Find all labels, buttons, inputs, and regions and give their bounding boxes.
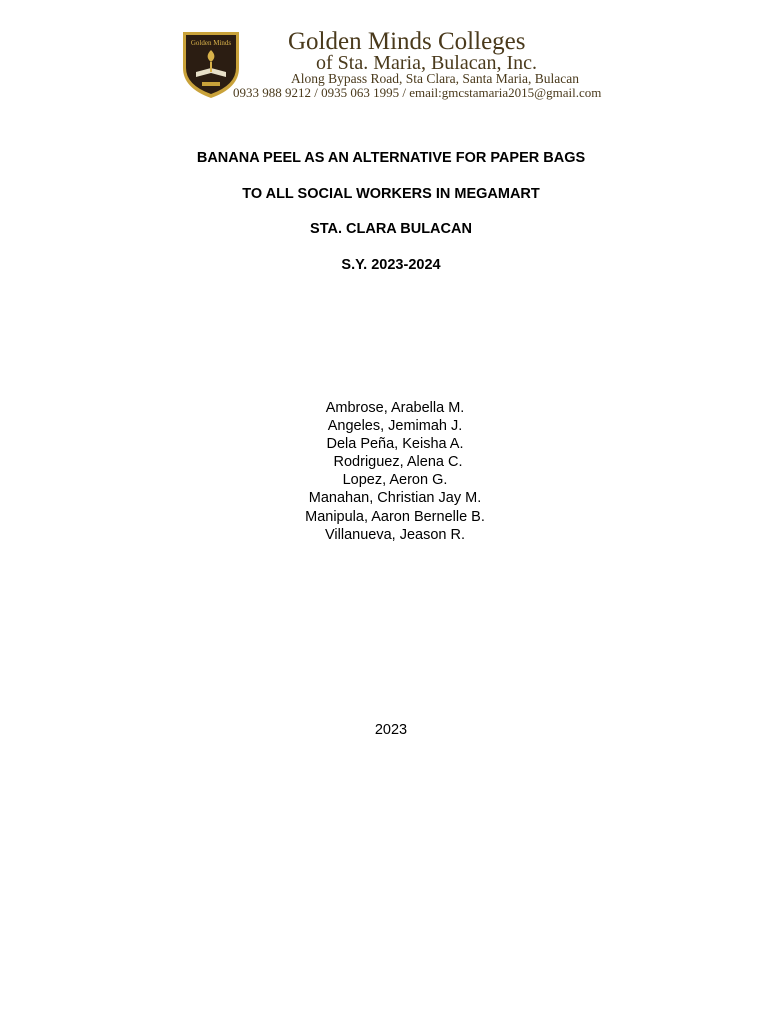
svg-text:Golden Minds: Golden Minds xyxy=(190,39,232,47)
school-contact: 0933 988 9212 / 0935 063 1995 / email:gmcstamaria2015@gmail.com xyxy=(233,85,602,100)
school-subtitle: of Sta. Maria, Bulacan, Inc. xyxy=(316,52,538,74)
author-name: Ambrose, Arabella M. xyxy=(325,400,465,416)
research-location: STA. CLARA BULACAN xyxy=(310,221,472,237)
author-list xyxy=(0,399,768,544)
author-name: Rodriguez, Alena C. xyxy=(333,454,463,471)
research-title-line-2: TO ALL SOCIAL WORKERS IN MEGAMART xyxy=(242,186,540,202)
author-name: Manahan, Christian Jay M. xyxy=(308,490,482,507)
school-address: Along Bypass Road, Sta Clara, Santa Maria, Bulacan xyxy=(291,71,579,86)
author-name: Manipula, Aaron Bernelle B. xyxy=(305,508,485,525)
research-title-line-1: BANANA PEEL AS AN ALTERNATIVE FOR PAPER BAGS xyxy=(196,150,586,166)
author-name: Angeles, Jemimah J. xyxy=(327,418,463,435)
author-name: Dela Peña, Keisha A. xyxy=(326,436,464,453)
submission-year: 2023 xyxy=(374,722,408,738)
author-name: Villanueva, Jeason R. xyxy=(325,526,465,543)
school-year: S.Y. 2023-2024 xyxy=(341,257,441,273)
letterhead xyxy=(180,26,610,104)
author-name: Lopez, Aeron G. xyxy=(342,472,448,489)
school-name: Golden Minds Colleges xyxy=(288,28,526,55)
